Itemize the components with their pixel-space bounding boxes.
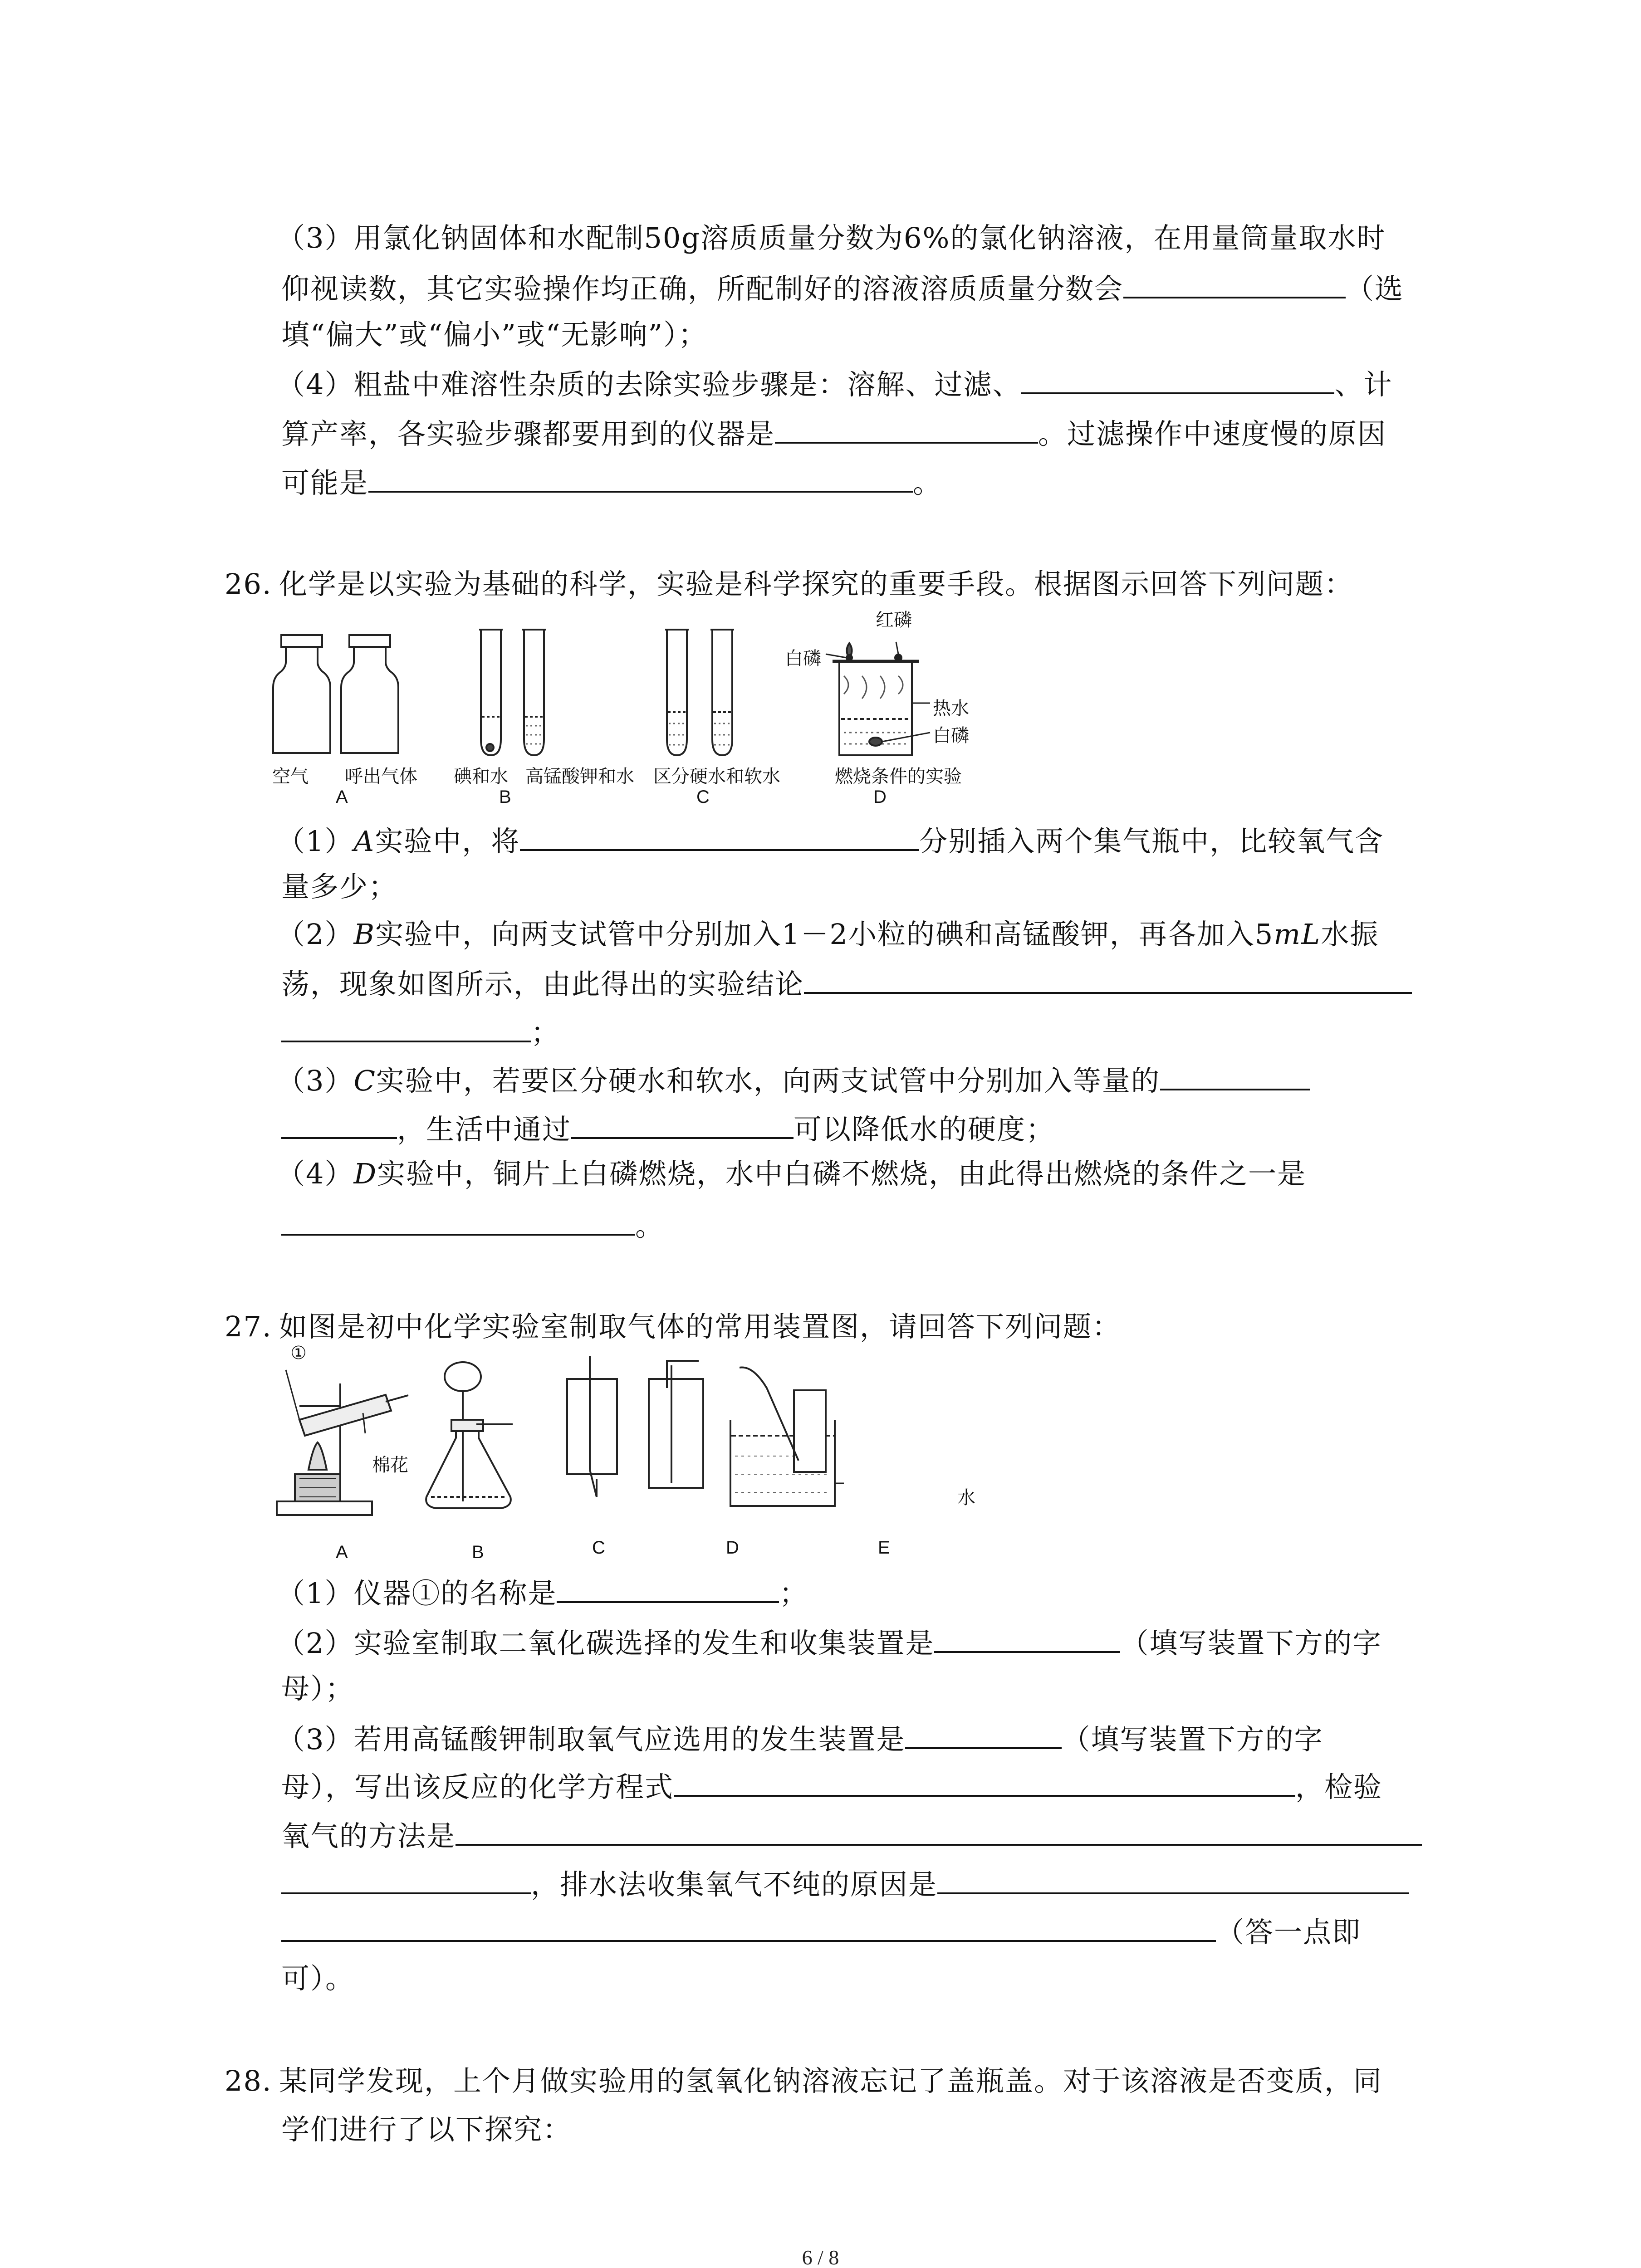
text: 仰视读数，其它实验操作均正确，所配制好的溶液溶质质量分数会 <box>281 272 1124 305</box>
figure-letter: D <box>873 787 887 807</box>
answer-blank[interactable] <box>775 414 1038 444</box>
apparatus-c-bottle-icon <box>567 1356 617 1497</box>
q27-stem <box>225 1309 1121 1345</box>
figure-letter: B <box>499 787 511 807</box>
text: mL <box>1274 918 1321 951</box>
answer-blank[interactable] <box>281 1012 531 1042</box>
answer-blank[interactable] <box>905 1719 1062 1749</box>
test-tube-soft-water-icon <box>710 630 734 755</box>
q27-p3-line4 <box>281 1864 1409 1903</box>
test-tube-kmno4-icon <box>522 630 546 755</box>
text: 。 <box>913 466 942 499</box>
text: （1）仪器①的名称是 <box>277 1577 557 1610</box>
test-tube-hard-water-icon <box>665 630 689 755</box>
figure-label: 空气 <box>272 766 309 787</box>
q26-stem <box>225 566 1353 602</box>
figure-letter: A <box>336 1542 348 1562</box>
question-number: 28. <box>225 2064 272 2097</box>
callout-white-phosphorus-top: 白磷 <box>785 648 821 669</box>
q26-figure <box>268 626 1003 816</box>
figure-label: 呼出气体 <box>345 766 417 787</box>
text: 实验中，将 <box>375 825 520 858</box>
text: 可以降低水的硬度； <box>794 1113 1055 1146</box>
q27-p3-line1 <box>277 1719 1323 1758</box>
callout-white-phosphorus-bottom: 白磷 <box>933 725 969 746</box>
figure-letter: B <box>472 1542 484 1562</box>
q25-p3-line1 <box>277 220 1386 256</box>
answer-blank[interactable] <box>1160 1061 1310 1090</box>
apparatus-a-heating-icon <box>277 1370 408 1515</box>
text: （1） <box>277 825 354 858</box>
text: （2） <box>277 918 354 951</box>
q25-p3-line3 <box>281 317 707 353</box>
q28-line2 <box>281 2112 572 2148</box>
text: 如图是初中化学实验室制取气体的常用装置图，请回答下列问题： <box>279 1310 1122 1343</box>
text: ，生活中通过 <box>397 1113 572 1146</box>
text: （4）粗盐中难溶性杂质的去除实验步骤是：溶解、过滤、 <box>277 368 1022 401</box>
answer-blank[interactable] <box>557 1573 779 1603</box>
text: ，检验 <box>1295 1770 1383 1804</box>
q27-p2-line1 <box>277 1623 1381 1662</box>
combustion-beaker-icon <box>826 642 930 755</box>
text: （4） <box>277 1157 354 1190</box>
text: 。过滤操作中速度慢的原因 <box>1038 417 1387 450</box>
text: 。 <box>635 1209 665 1242</box>
q27-figure <box>272 1352 980 1542</box>
answer-blank[interactable] <box>1123 269 1346 298</box>
callout-cotton: 棉花 <box>372 1455 408 1476</box>
question-number: 27. <box>225 1310 272 1343</box>
text: 母）； <box>281 1672 355 1705</box>
text: 分别插入两个集气瓶中，比较氧气含 <box>919 825 1384 858</box>
text: （填写装置下方的字 <box>1120 1627 1382 1660</box>
text: A <box>353 825 375 858</box>
answer-blank[interactable] <box>368 463 913 493</box>
answer-blank[interactable] <box>281 1206 635 1236</box>
question-number: 26. <box>225 567 272 601</box>
text: 水振 <box>1321 918 1379 951</box>
answer-blank[interactable] <box>520 821 919 851</box>
callout-instrument-one: ① <box>290 1343 307 1364</box>
q25-p4-line1 <box>277 364 1392 403</box>
figure-label: 燃烧条件的实验 <box>835 766 962 787</box>
q26-p2-line1 <box>277 916 1379 953</box>
answer-blank[interactable] <box>281 1109 397 1139</box>
q28-line1 <box>225 2063 1382 2099</box>
callout-red-phosphorus: 红磷 <box>876 610 912 631</box>
text: C <box>353 1064 376 1097</box>
answer-blank[interactable] <box>937 1864 1409 1894</box>
q27-p3-line6 <box>281 1960 354 1997</box>
text: 实验中，铜片上白磷燃烧，水中白磷不燃烧，由此得出燃烧的条件之一是 <box>377 1157 1307 1190</box>
text: （填写装置下方的字 <box>1062 1723 1323 1756</box>
text: 量多少； <box>281 870 398 903</box>
text: 母），写出该反应的化学方程式 <box>281 1770 674 1804</box>
answer-blank[interactable] <box>281 1912 1216 1942</box>
apparatus-b-flask-icon <box>426 1362 513 1508</box>
text: 学们进行了以下探究： <box>281 2113 572 2146</box>
q26-p4-line2 <box>281 1206 664 1244</box>
answer-blank[interactable] <box>1021 364 1334 394</box>
text: ； <box>779 1577 808 1610</box>
q27-p3-line2 <box>281 1767 1382 1805</box>
text: B <box>353 918 376 951</box>
gas-bottle-air-icon <box>273 635 330 753</box>
figure-label: 碘和水 <box>454 766 508 787</box>
figure-label: 区分硬水和软水 <box>653 766 780 787</box>
q25-p3-line2 <box>281 269 1404 307</box>
text: ； <box>531 1016 560 1049</box>
text: 、计 <box>1334 368 1393 401</box>
text: 实验中，若要区分硬水和软水，向两支试管中分别加入等量的 <box>376 1064 1160 1097</box>
gas-bottle-exhaled-icon <box>341 635 398 753</box>
apparatus-d-bottle-icon <box>649 1361 703 1488</box>
text: （3）用氯化钠固体和水配制50g溶质质量分数为6%的氯化钠溶液，在用量筒量取水时 <box>277 221 1386 254</box>
answer-blank[interactable] <box>571 1109 794 1139</box>
q26-p1-line2 <box>281 869 397 905</box>
q27-p3-line5 <box>281 1912 1361 1950</box>
page-number: 6 / 8 <box>802 2246 839 2268</box>
text: D <box>353 1157 377 1190</box>
answer-blank[interactable] <box>281 1864 531 1894</box>
q27-p3-line3 <box>281 1816 1422 1854</box>
q26-p3-line1 <box>277 1061 1310 1099</box>
answer-blank[interactable] <box>934 1623 1120 1653</box>
text: 填“偏大”或“偏小”或“无影响”）； <box>281 318 708 351</box>
q25-p4-line3 <box>281 463 942 501</box>
figure-letter: E <box>878 1538 890 1558</box>
figure-letter: A <box>336 787 348 807</box>
text: 可）。 <box>281 1962 355 1995</box>
q26-p3-line2 <box>281 1109 1055 1148</box>
text: （3） <box>277 1064 354 1097</box>
answer-blank[interactable] <box>674 1767 1295 1797</box>
figure-letter: C <box>696 787 710 807</box>
figure-letter: C <box>592 1538 605 1558</box>
text: 可能是 <box>281 466 369 499</box>
q26-p1-line1 <box>277 821 1384 860</box>
q26-p2-line2 <box>281 964 1412 1002</box>
text: （选 <box>1346 272 1404 305</box>
q27-p1 <box>277 1573 808 1612</box>
text: 化学是以实验为基础的科学，实验是科学探究的重要手段。根据图示回答下列问题： <box>279 567 1354 601</box>
text: ，排水法收集氧气不纯的原因是 <box>531 1868 938 1901</box>
apparatus-e-trough-icon <box>730 1368 844 1506</box>
q26-p4-line1 <box>277 1156 1306 1192</box>
text: （答一点即 <box>1216 1916 1362 1949</box>
q26-p2-line3 <box>281 1012 560 1051</box>
figure-label: 高锰酸钾和水 <box>525 766 634 787</box>
callout-water: 水 <box>957 1487 975 1508</box>
text: 荡，现象如图所示，由此得出的实验结论 <box>281 968 804 1001</box>
text: 氧气的方法是 <box>281 1819 456 1853</box>
text: （3）若用高锰酸钾制取氧气应选用的发生装置是 <box>277 1723 906 1756</box>
figure-letter: D <box>726 1538 739 1558</box>
answer-blank[interactable] <box>456 1816 1422 1846</box>
text: 实验中，向两支试管中分别加入1－2小粒的碘和高锰酸钾，再各加入5 <box>375 918 1274 951</box>
answer-blank[interactable] <box>804 964 1412 994</box>
text: 某同学发现，上个月做实验用的氢氧化钠溶液忘记了盖瓶盖。对于该溶液是否变质，同 <box>279 2064 1383 2097</box>
text: （2）实验室制取二氧化碳选择的发生和收集装置是 <box>277 1627 935 1660</box>
callout-hot-water: 热水 <box>933 698 969 719</box>
test-tube-iodine-icon <box>479 630 503 755</box>
q25-p4-line2 <box>281 414 1386 452</box>
text: 算产率，各实验步骤都要用到的仪器是 <box>281 417 775 450</box>
q27-p2-line2 <box>281 1671 354 1707</box>
